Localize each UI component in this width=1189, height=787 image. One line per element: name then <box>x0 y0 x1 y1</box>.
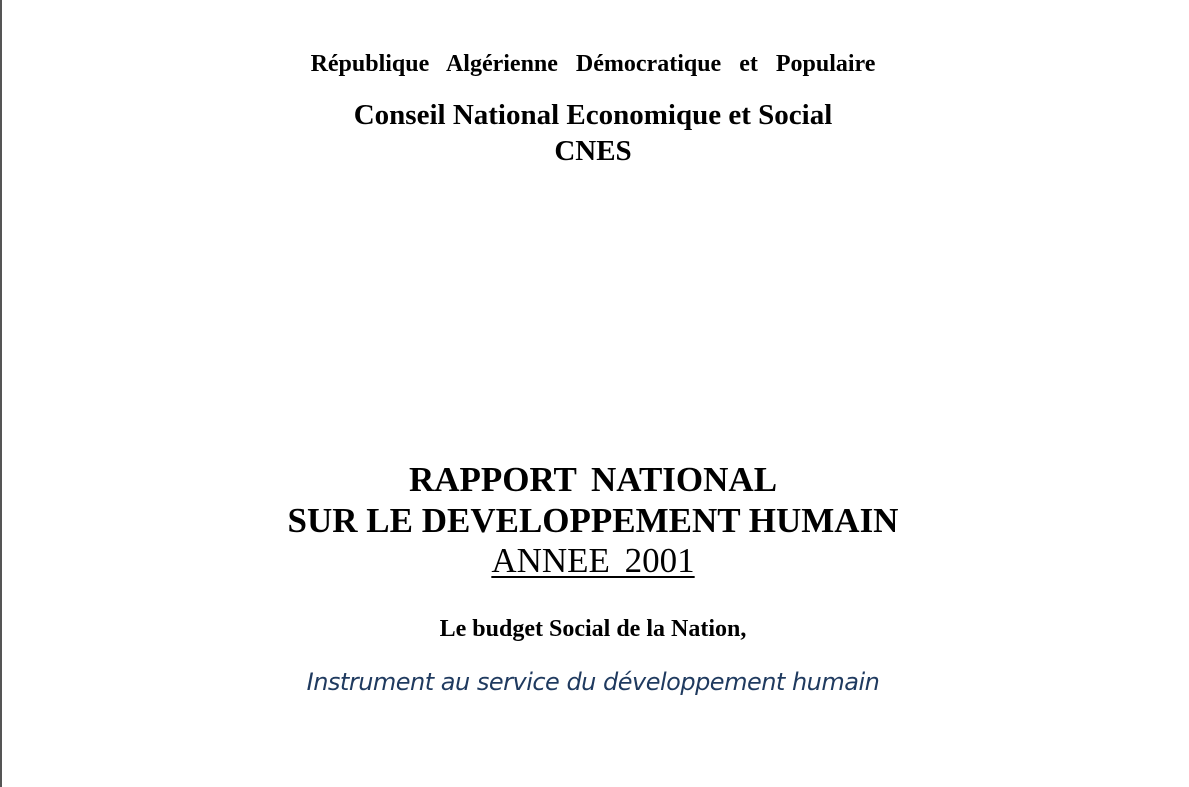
country-heading: République Algérienne Démocratique et Populaire <box>310 51 876 77</box>
report-year-line <box>0 541 1186 581</box>
council-heading: Conseil National Economique et Social <box>353 99 833 131</box>
council-acronym: CNES <box>554 135 632 167</box>
report-subtitle: Le budget Social de la Nation, <box>439 616 747 642</box>
report-tagline: Instrument au service du développement humain <box>306 668 880 696</box>
report-year: ANNEE 2001 <box>491 541 695 580</box>
report-title-line-1: RAPPORT NATIONAL <box>408 460 778 499</box>
report-title-line-2: SUR LE DEVELOPPEMENT HUMAIN <box>287 501 899 540</box>
